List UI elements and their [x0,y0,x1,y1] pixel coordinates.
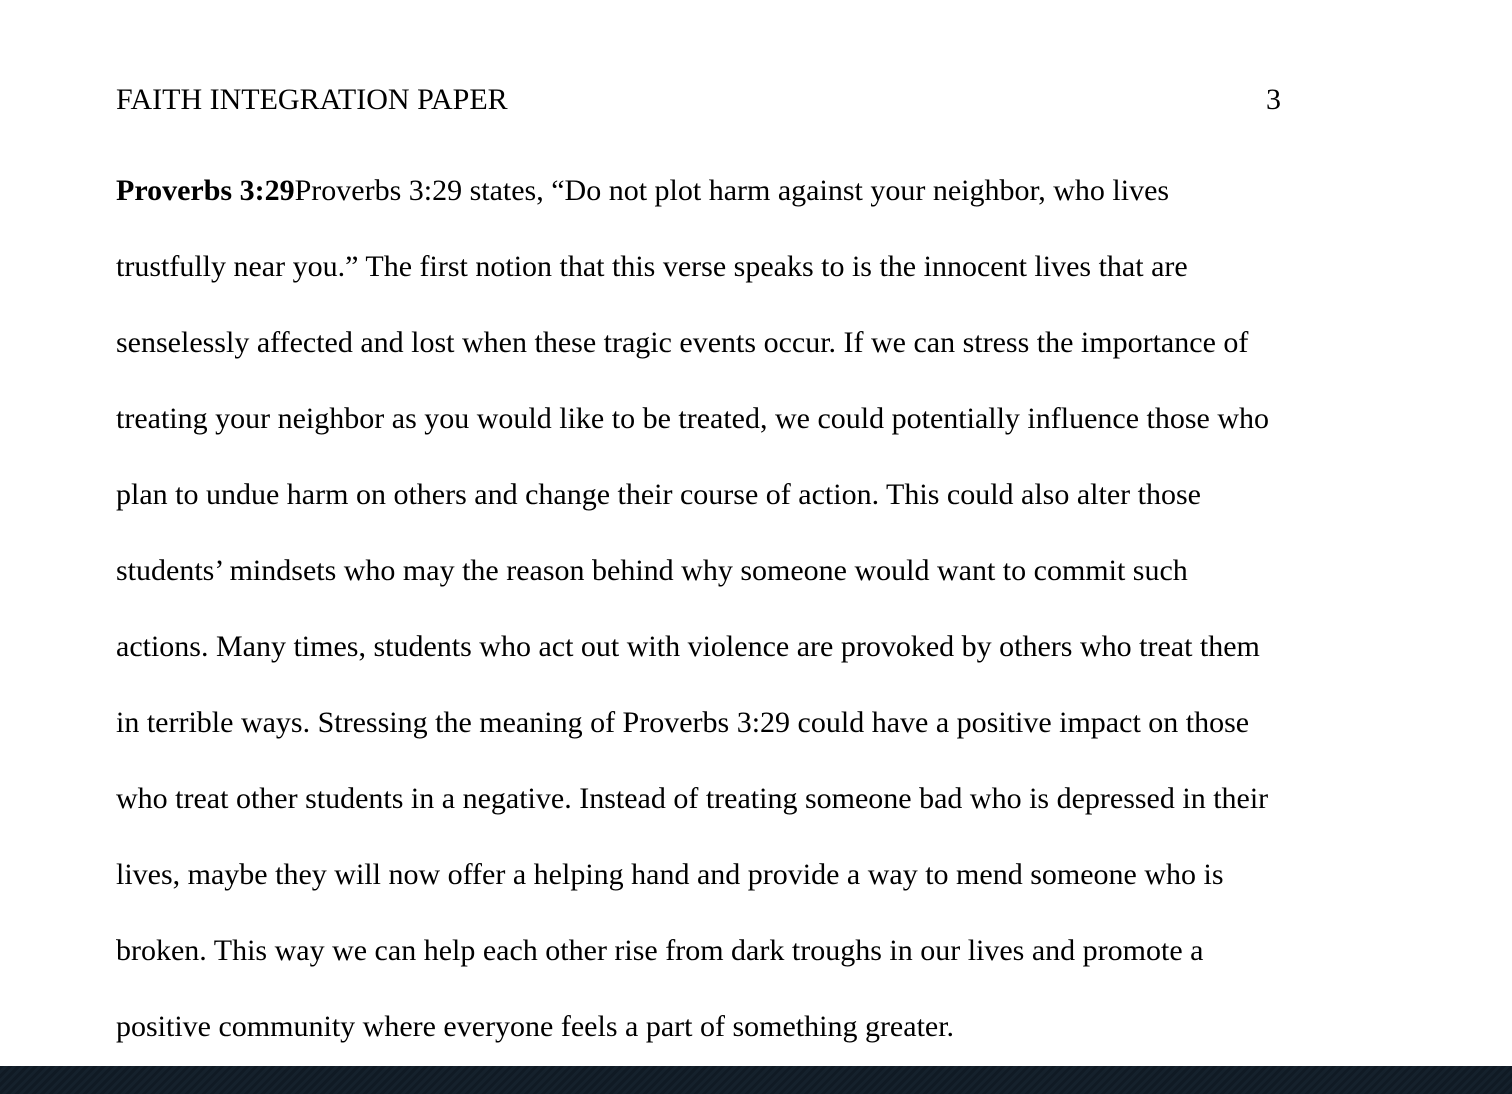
text-line: who treat other students in a negative. Instead of treating someone bad who is depressed in their [116,782,1269,815]
text-line: actions. Many times, students who act out with violence are provoked by others who treat them [116,630,1260,663]
line-text: Proverbs 3:29 states, “Do not plot harm against your neighbor, who lives [294,174,1170,207]
text-line: lives, maybe they will now offer a helping hand and provide a way to mend someone who is [116,858,1224,891]
text-line: students’ mindsets who may the reason behind why someone would want to commit such [116,554,1188,587]
text-line: senselessly affected and lost when these tragic events occur. If we can stress the importance of [116,326,1249,359]
text-line [116,173,1169,209]
text-line: plan to undue harm on others and change their course of action. This could also alter those [116,478,1201,511]
text-line: trustfully near you.” The first notion that this verse speaks to is the innocent lives that are [116,250,1188,283]
running-head: FAITH INTEGRATION PAPER [116,83,508,116]
page-number: 3 [1266,83,1281,116]
text-line: treating your neighbor as you would like to be treated, we could potentially influence those who [116,402,1270,435]
section-heading: Proverbs 3:29 [116,174,295,207]
viewer-background-strip [0,1066,1512,1094]
text-line: in terrible ways. Stressing the meaning of Proverbs 3:29 could have a positive impact on those [116,706,1250,739]
text-line: positive community where everyone feels a part of something greater. [116,1010,955,1043]
text-line: broken. This way we can help each other rise from dark troughs in our lives and promote a [116,934,1204,967]
